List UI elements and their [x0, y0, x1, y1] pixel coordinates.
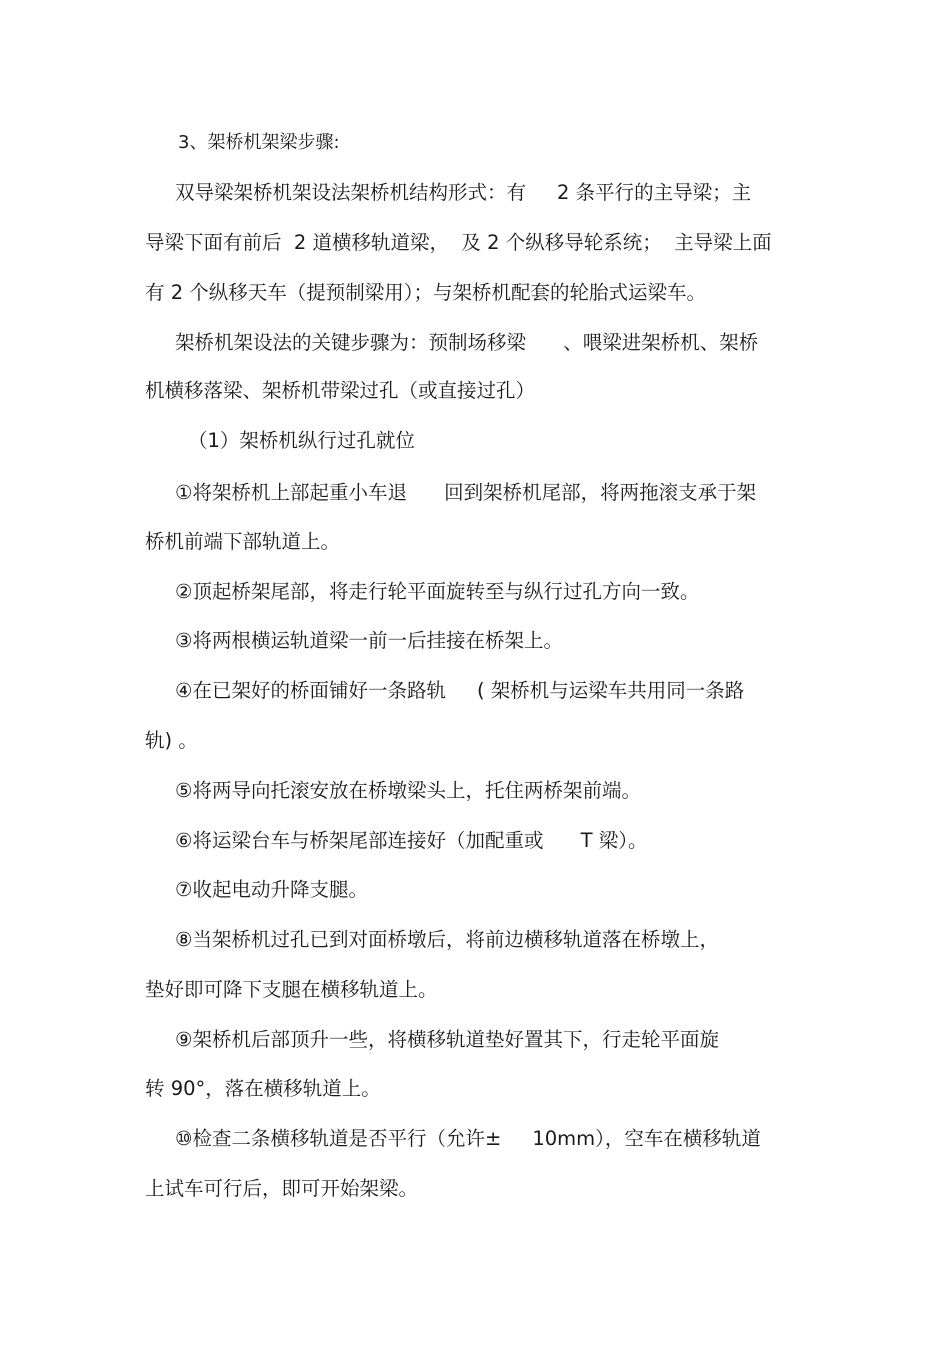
- step-line: 桥机前端下部轨道上。: [145, 530, 341, 553]
- step-line: ⑩检查二条横移轨道是否平行（允许± 10mm），空车在横移轨道: [175, 1127, 761, 1150]
- paragraph-line: 导梁下面有前后 2 道横移轨道梁， 及 2 个纵移导轮系统； 主导梁上面: [145, 231, 772, 254]
- step-line: ⑨架桥机后部顶升一些，将横移轨道垫好置其下，行走轮平面旋: [175, 1028, 719, 1051]
- paragraph-line: 有 2 个纵移天车（提预制梁用）；与架桥机配套的轮胎式运梁车。: [145, 281, 707, 304]
- step-line: ①将架桥机上部起重小车退 回到架桥机尾部，将两拖滚支承于架: [175, 481, 757, 504]
- step-line: ⑦收起电动升降支腿。: [175, 878, 368, 901]
- step-line: 轨) 。: [145, 729, 198, 752]
- step-line: ⑧当架桥机过孔已到对面桥墩后，将前边横移轨道落在桥墩上，: [175, 928, 719, 951]
- step-line: ②顶起桥架尾部，将走行轮平面旋转至与纵行过孔方向一致。: [175, 580, 700, 603]
- step-line: 垫好即可降下支腿在横移轨道上。: [145, 978, 438, 1001]
- paragraph-line: 架桥机架设法的关键步骤为：预制场移梁 、喂梁进架桥机、架桥: [175, 331, 759, 354]
- step-line: ⑥将运梁台车与桥架尾部连接好（加配重或 T 梁）。: [175, 829, 648, 852]
- step-line: ③将两根横运轨道梁一前一后挂接在桥架上。: [175, 629, 563, 652]
- paragraph-line: 机横移落梁、架桥机带梁过孔（或直接过孔）: [145, 379, 536, 402]
- step-line: 转 90°，落在横移轨道上。: [145, 1077, 381, 1100]
- section-heading: 3、架桥机架梁步骤:: [178, 132, 340, 153]
- sub-heading: （1）架桥机纵行过孔就位: [188, 429, 415, 452]
- step-line: ⑤将两导向托滚安放在桥墩梁头上，托住两桥架前端。: [175, 779, 641, 802]
- step-line: ④在已架好的桥面铺好一条路轨 ( 架桥机与运梁车共用同一条路: [175, 679, 745, 702]
- step-line: 上试车可行后，即可开始架梁。: [145, 1177, 419, 1200]
- paragraph-line: 双导梁架桥机架设法架桥机结构形式：有 2 条平行的主导梁；主: [175, 181, 752, 204]
